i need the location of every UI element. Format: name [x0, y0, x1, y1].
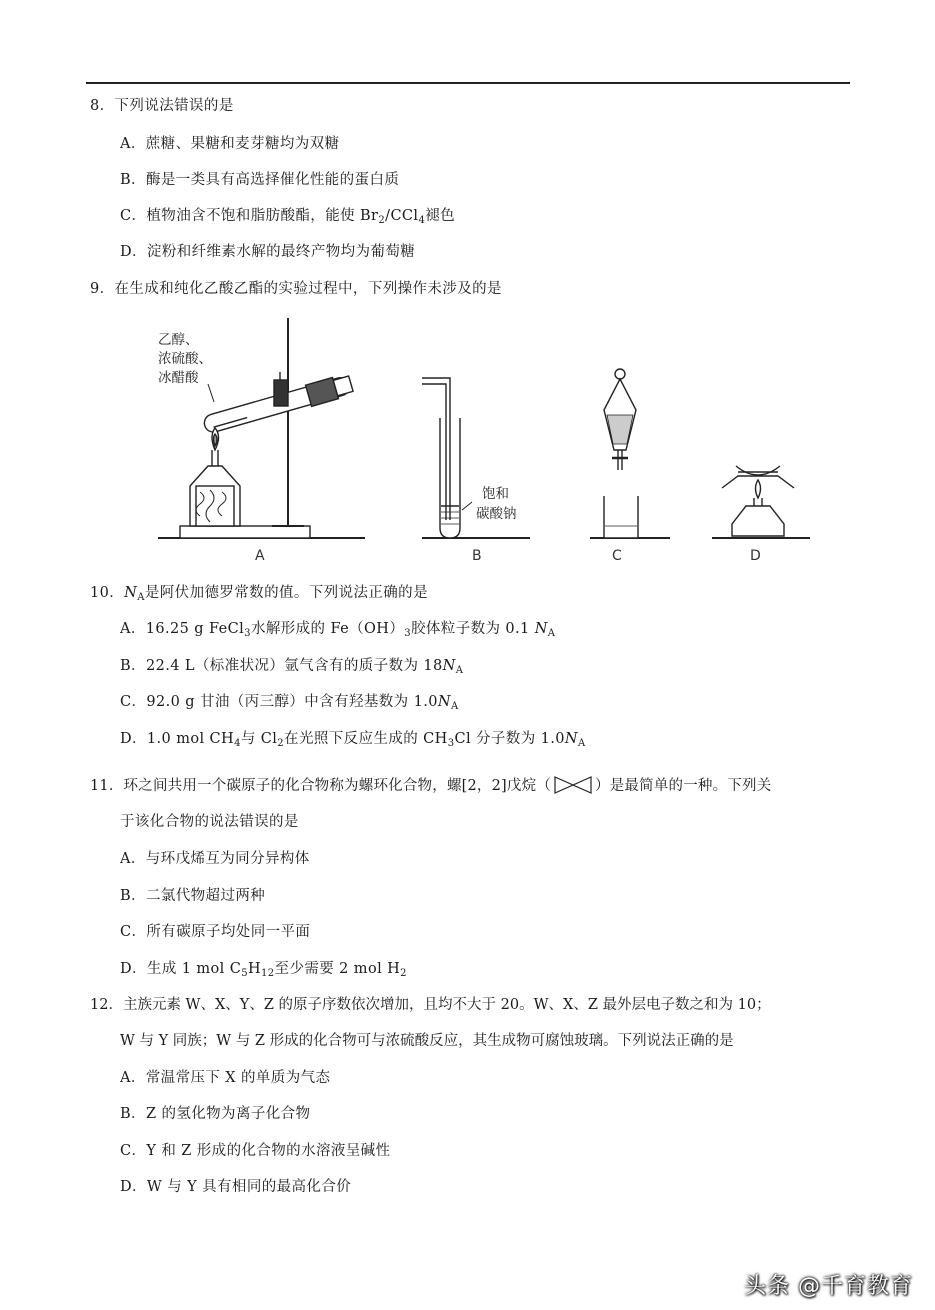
q8-option-d: D．淀粉和纤维素水解的最终产物均为葡萄糖	[120, 244, 416, 260]
q12-stem-line2: W 与 Y 同族；W 与 Z 形成的化合物可与浓硫酸反应，其生成物可腐蚀玻璃。下列说法正确的是	[120, 1033, 734, 1049]
q12-option-b: B．Z 的氢化物为离子化合物	[120, 1106, 311, 1122]
q10-option-b: B．22.4 L（标准状况）氩气含有的质子数为 $18N_A$	[120, 658, 464, 676]
q10-option-a: A．16.25 g FeCl$_3$水解形成的 $Fe(OH)_3$胶体粒子数为 0.1 $N_A$	[120, 621, 556, 639]
q8-option-a: A．蔗糖、果糖和麦芽糖均为双糖	[120, 136, 340, 152]
q9-stem: 9．在生成和纯化乙酸乙酯的实验过程中，下列操作未涉及的是	[90, 281, 502, 297]
q11-stem-line2: 于该化合物的说法错误的是	[120, 814, 299, 830]
sodium-carbonate-label-1: 饱和	[482, 486, 509, 502]
q12-stem-line1: 12．主族元素 W、X、Y、Z 的原子序数依次增加，且均不大于 20。W、X、Z 最外层电子数之和为 10；	[90, 997, 771, 1013]
q11-option-b: B．二氯代物超过两种	[120, 888, 266, 904]
q8-stem: 8．下列说法错误的是	[90, 98, 234, 114]
q9-apparatus-figure	[150, 310, 820, 570]
apparatus-c	[590, 369, 670, 538]
reagent-label-3: 冰醋酸	[158, 370, 199, 386]
q11-option-c: C．所有碳原子均处同一平面	[120, 924, 311, 940]
figure-label-c: C	[612, 548, 622, 564]
watermark: 头条 @千育教育	[744, 1274, 913, 1299]
reagent-label-2: 浓硫酸、	[158, 351, 212, 367]
apparatus-d	[712, 466, 810, 538]
q11-option-d: D．生成 1 mol $C_5H_{12}$至少需要 2 mol $H_2$	[120, 961, 407, 979]
q8-option-b: B．酶是一类具有高选择催化性能的蛋白质	[120, 172, 400, 188]
spiropentane-structure-icon	[553, 775, 593, 795]
q11-stem-line1: 11．环之间共用一个碳原子的化合物称为螺环化合物，螺[2，2]戊烷（ ）是最简单的一种。下列关	[90, 775, 771, 796]
q10-option-c: C．92.0 g 甘油（丙三醇）中含有羟基数为 $1.0N_A$	[120, 694, 459, 712]
q10-option-d: D．1.0 mol $CH_4$与 $Cl_2$在光照下反应生成的 $CH_3Cl$ 分子数为 $1.0N_A$	[120, 731, 586, 749]
reagent-label-1: 乙醇、	[158, 332, 199, 348]
q12-option-a: A．常温常压下 X 的单质为气态	[120, 1070, 331, 1086]
q8-option-c: C．植物油含不饱和脂肪酸酯，能使 $Br_2/CCl_4$褪色	[120, 208, 456, 226]
sodium-carbonate-label-2: 碳酸钠	[476, 506, 517, 522]
header-rule	[86, 82, 850, 84]
q12-option-d: D．W 与 Y 具有相同的最高化合价	[120, 1179, 352, 1195]
q10-stem: 10．$N_A$是阿伏加德罗常数的值。下列说法正确的是	[90, 585, 428, 603]
figure-label-a: A	[255, 548, 265, 564]
figure-label-b: B	[472, 548, 482, 564]
figure-label-d: D	[750, 548, 761, 564]
reagent-pointer	[208, 384, 214, 402]
q11-option-a: A．与环戊烯互为同分异构体	[120, 851, 310, 867]
q12-option-c: C．Y 和 Z 形成的化合物的水溶液呈碱性	[120, 1143, 391, 1159]
